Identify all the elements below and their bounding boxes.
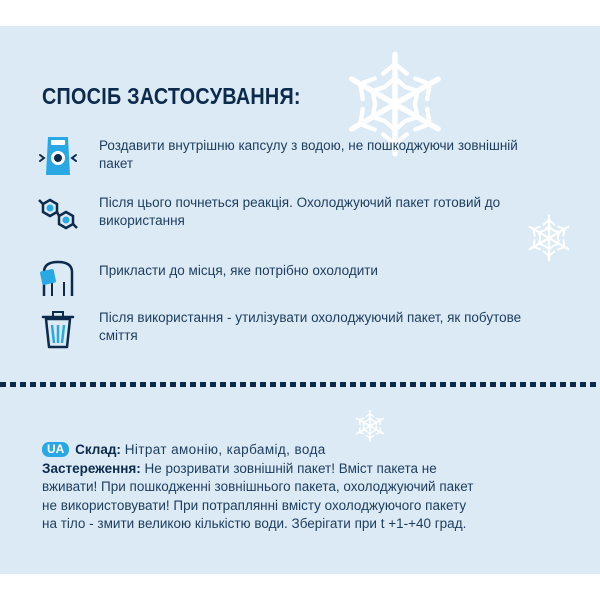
apply-to-body-icon: [38, 256, 78, 300]
warning-text: Не розривати зовнішній пакет! Вміст пакета не вживати! При пошкодженні зовнішнього пакета, охолоджуючий пакет не використовувати! При потраплянні вмісту охолоджуючого пакету на тіло - змити великою кількістю води. Зберігати при t +1-+40 град.: [42, 460, 474, 531]
dashed-divider: [0, 382, 600, 387]
trash-bin-icon: [38, 307, 78, 351]
step-item-reaction: [38, 192, 518, 242]
page-title: СПОСІБ ЗАСТОСУВАННЯ:: [42, 83, 301, 109]
instructions-panel: [0, 26, 600, 574]
step-item-dispose: [38, 307, 522, 357]
step-text: Після використання - утилізувати охолоджуючий пакет, як побутове сміття: [99, 310, 522, 343]
step-text: Після цього почнеться реакція. Охолоджуючий пакет готовий до використання: [99, 195, 501, 228]
language-badge: UA: [42, 442, 69, 457]
warning-label: Застереження:: [42, 460, 141, 476]
snowflake-small-icon: [350, 406, 390, 446]
step-item-crush-capsule: [38, 135, 518, 185]
composition-text: Нітрат амонію, карбамід, вода: [124, 442, 326, 457]
water-capsule-icon: [38, 135, 78, 179]
product-info: [42, 441, 482, 534]
step-item-apply: [38, 256, 518, 306]
step-text: Прикласти до місця, яке потрібно охолодити: [99, 263, 378, 278]
composition-label: Склад:: [75, 442, 121, 457]
step-text: Роздавити внутрішню капсулу з водою, не пошкоджуючи зовнішній пакет: [99, 138, 518, 171]
chemical-reaction-icon: [38, 192, 78, 236]
